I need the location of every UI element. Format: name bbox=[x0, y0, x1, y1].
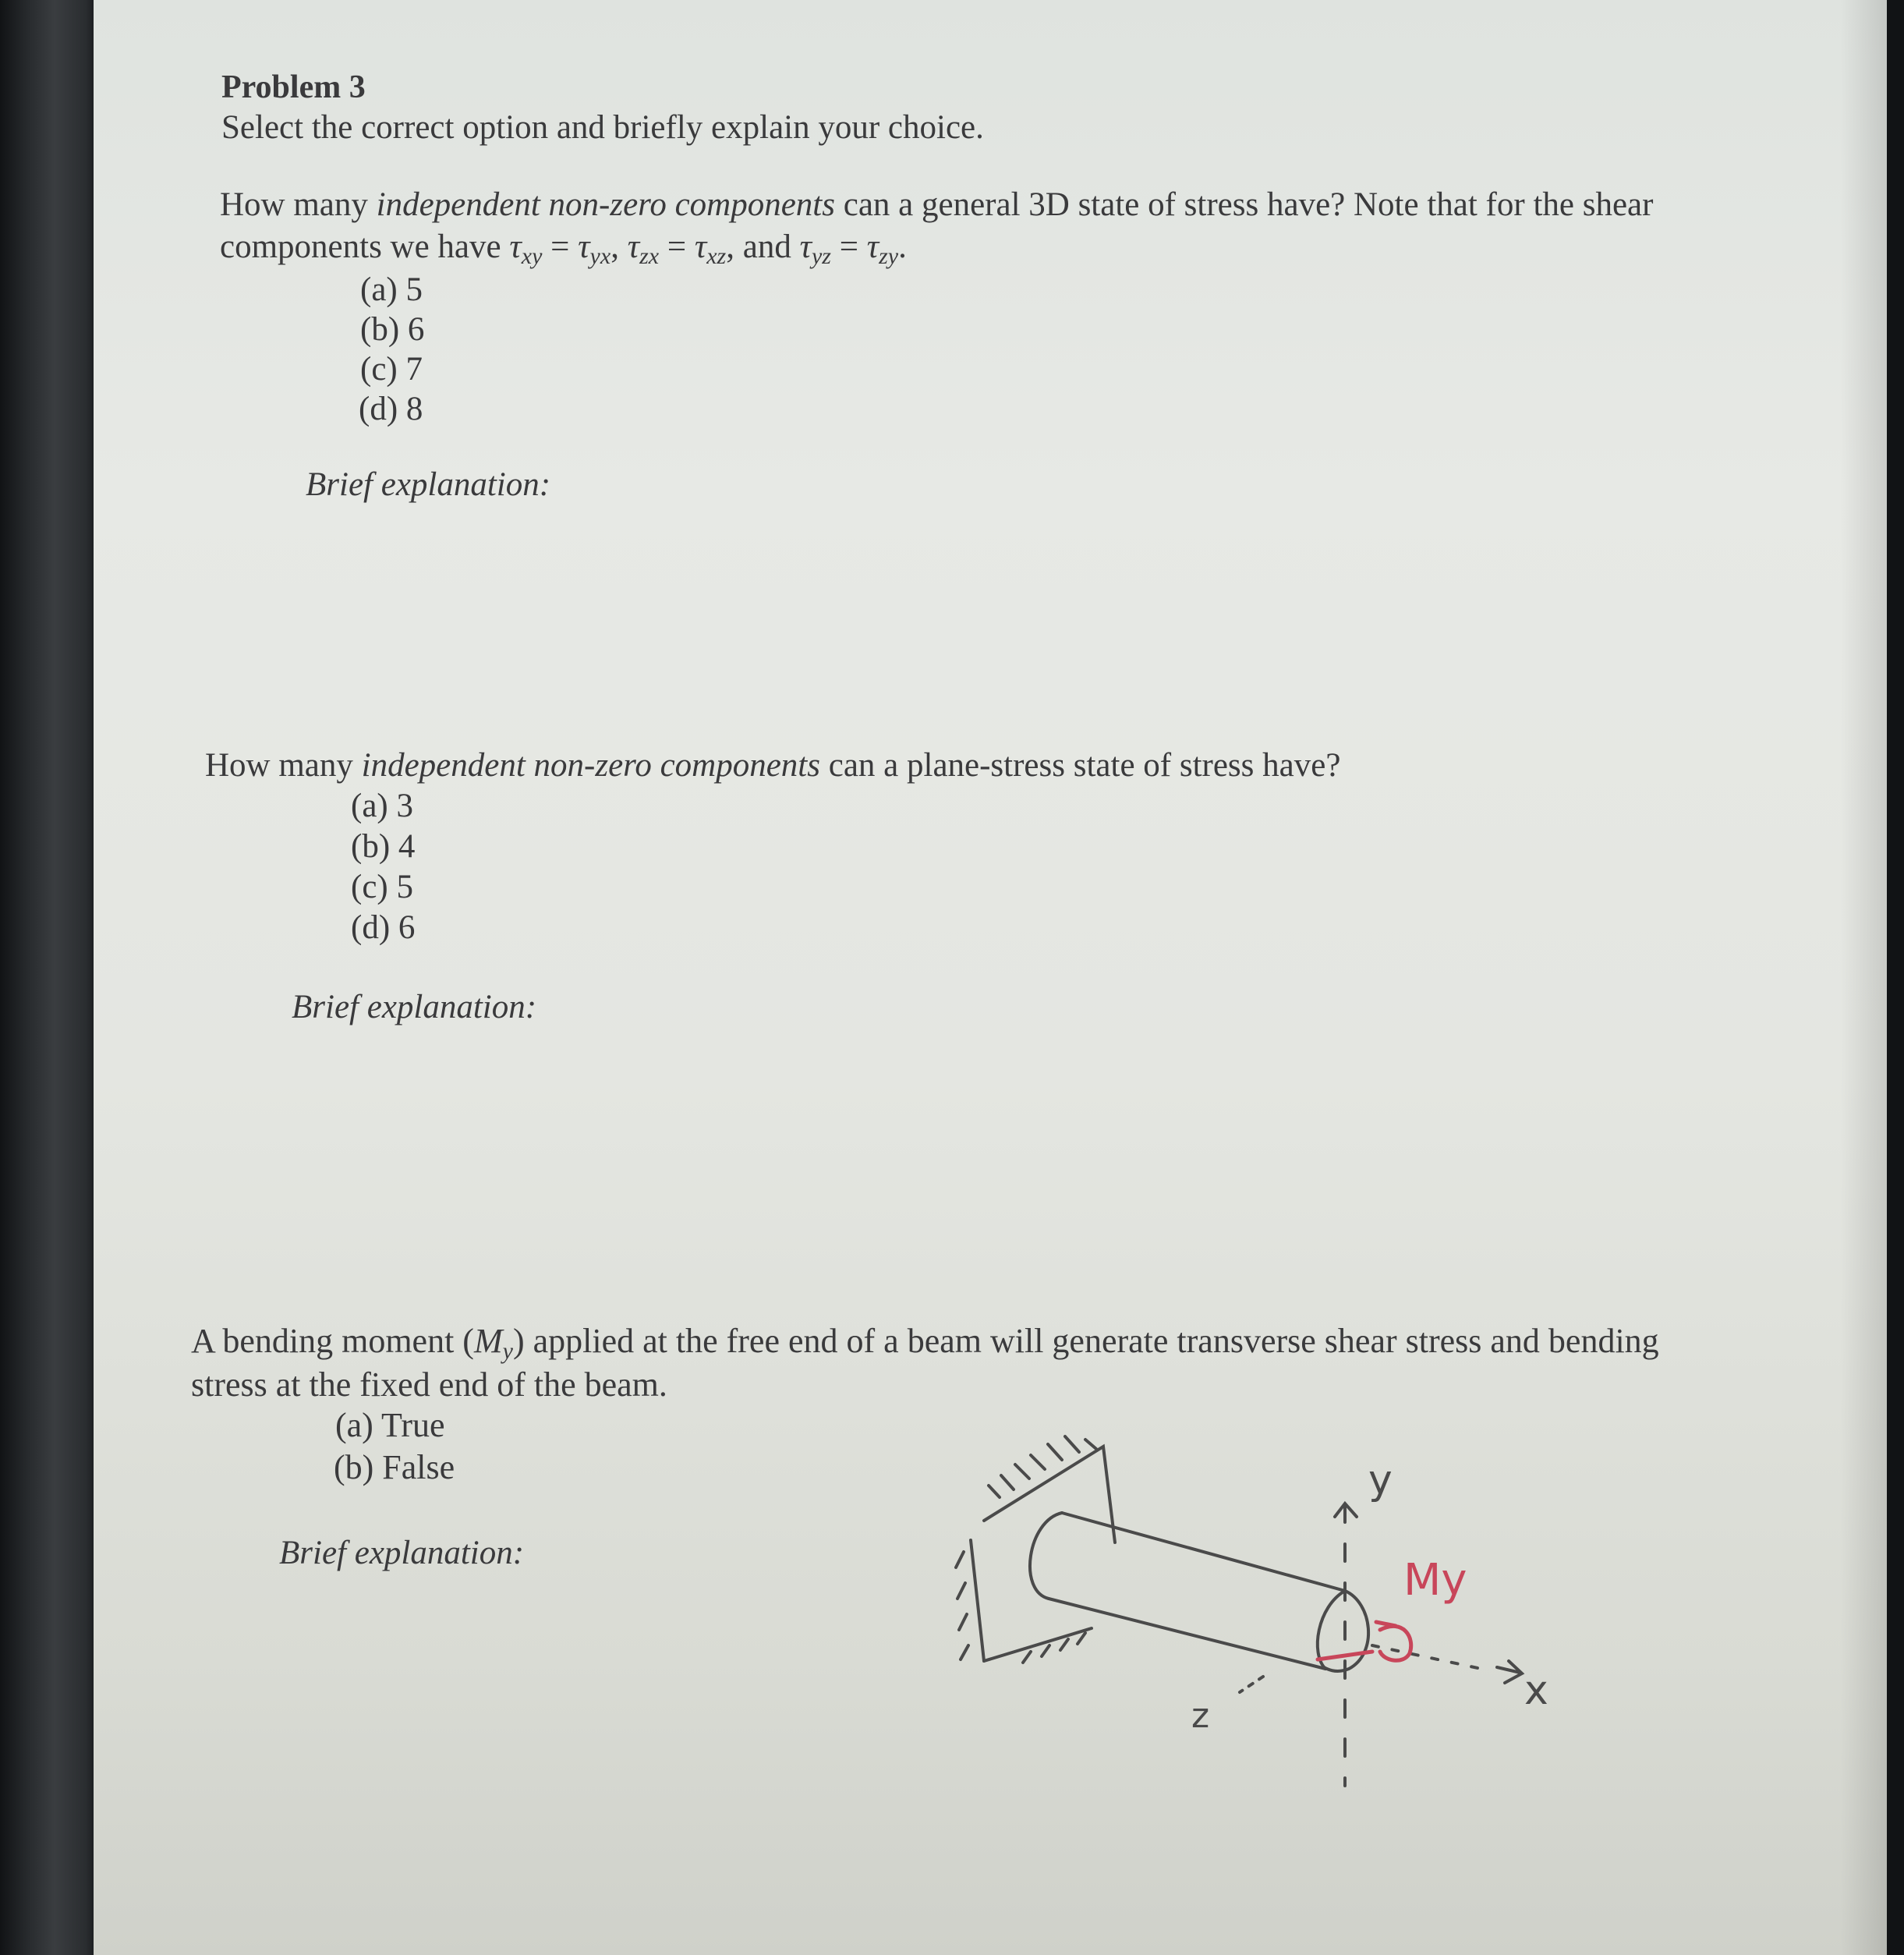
q1-option-a[interactable]: (a) 5 bbox=[360, 271, 423, 308]
tau-symbol: τ bbox=[694, 228, 707, 265]
subscript-zx: zx bbox=[639, 243, 660, 269]
comma: , bbox=[610, 228, 628, 265]
beam-bottom-edge bbox=[1049, 1599, 1325, 1669]
q1-explanation-label: Brief explanation: bbox=[306, 466, 551, 503]
wall-support bbox=[956, 1436, 1115, 1663]
beam-fixed-end bbox=[1030, 1513, 1062, 1599]
q1-option-b[interactable]: (b) 6 bbox=[360, 311, 425, 348]
wall-hatching bbox=[989, 1436, 1096, 1497]
q2-suffix: can a plane-stress state of stress have? bbox=[819, 747, 1341, 784]
beam-body bbox=[1030, 1513, 1368, 1671]
axes bbox=[1240, 1503, 1522, 1786]
moment-label: My bbox=[1403, 1555, 1467, 1606]
problem-instruction: Select the correct option and briefly explain your choice. bbox=[221, 109, 984, 146]
moment-curl bbox=[1380, 1626, 1411, 1660]
q1-suffix: can a general 3D state of stress have? Note that for the shear components we have bbox=[220, 186, 1654, 265]
q2-emphasis: independent non-zero components bbox=[361, 747, 820, 784]
x-axis-label: x bbox=[1524, 1667, 1548, 1714]
tau-symbol: τ bbox=[799, 228, 812, 265]
tau-symbol: τ bbox=[509, 228, 522, 265]
z-axis-dashed bbox=[1240, 1677, 1263, 1692]
subscript-yx: yx bbox=[589, 243, 611, 269]
subscript-xz: xz bbox=[706, 243, 727, 269]
z-axis-label: z bbox=[1191, 1696, 1210, 1736]
period: . bbox=[898, 228, 907, 265]
q3-prefix: A bending moment ( bbox=[191, 1322, 474, 1360]
q3-explanation-label: Brief explanation: bbox=[279, 1535, 525, 1571]
q3-option-b[interactable]: (b) False bbox=[334, 1448, 455, 1486]
q1-prefix: How many bbox=[220, 186, 377, 223]
y-axis-label: y bbox=[1368, 1457, 1393, 1503]
equals-sign: = bbox=[659, 228, 695, 265]
tau-symbol: τ bbox=[866, 228, 879, 265]
tau-symbol: τ bbox=[627, 228, 640, 265]
moment-arrowhead bbox=[1376, 1622, 1396, 1626]
beam-top-edge bbox=[1062, 1513, 1345, 1591]
subscript-yz: yz bbox=[811, 243, 831, 269]
equals-sign: = bbox=[830, 228, 867, 265]
moment-arrow bbox=[1318, 1622, 1411, 1660]
moment-subscript: y bbox=[502, 1338, 513, 1364]
wall-line bbox=[971, 1540, 984, 1661]
subscript-zy: zy bbox=[879, 243, 899, 269]
q2-option-b[interactable]: (b) 4 bbox=[351, 828, 416, 865]
equals-sign: = bbox=[542, 228, 579, 265]
q2-option-c[interactable]: (c) 5 bbox=[351, 869, 413, 905]
q1-option-c[interactable]: (c) 7 bbox=[360, 351, 423, 388]
wall-hatching-left bbox=[956, 1552, 968, 1659]
q2-explanation-label: Brief explanation: bbox=[292, 989, 537, 1025]
tau-symbol: τ bbox=[578, 228, 590, 265]
q1-option-d[interactable]: (d) 8 bbox=[359, 391, 423, 427]
subscript-xy: xy bbox=[521, 243, 543, 269]
problem-title: Problem 3 bbox=[221, 69, 366, 105]
wall-top bbox=[984, 1447, 1115, 1542]
q2-option-a[interactable]: (a) 3 bbox=[351, 788, 413, 824]
and-text: , and bbox=[726, 228, 800, 265]
q1-emphasis: independent non-zero components bbox=[376, 186, 835, 223]
wall-base bbox=[984, 1628, 1092, 1661]
q2-prefix: How many bbox=[205, 747, 362, 784]
q3-suffix: ) applied at the free end of a beam will generate transverse shear stress and bending stress at the fixed end of the beam. bbox=[191, 1322, 1659, 1404]
moment-symbol: M bbox=[473, 1322, 503, 1360]
q3-option-a[interactable]: (a) True bbox=[335, 1406, 445, 1444]
q2-option-d[interactable]: (d) 6 bbox=[351, 909, 416, 946]
